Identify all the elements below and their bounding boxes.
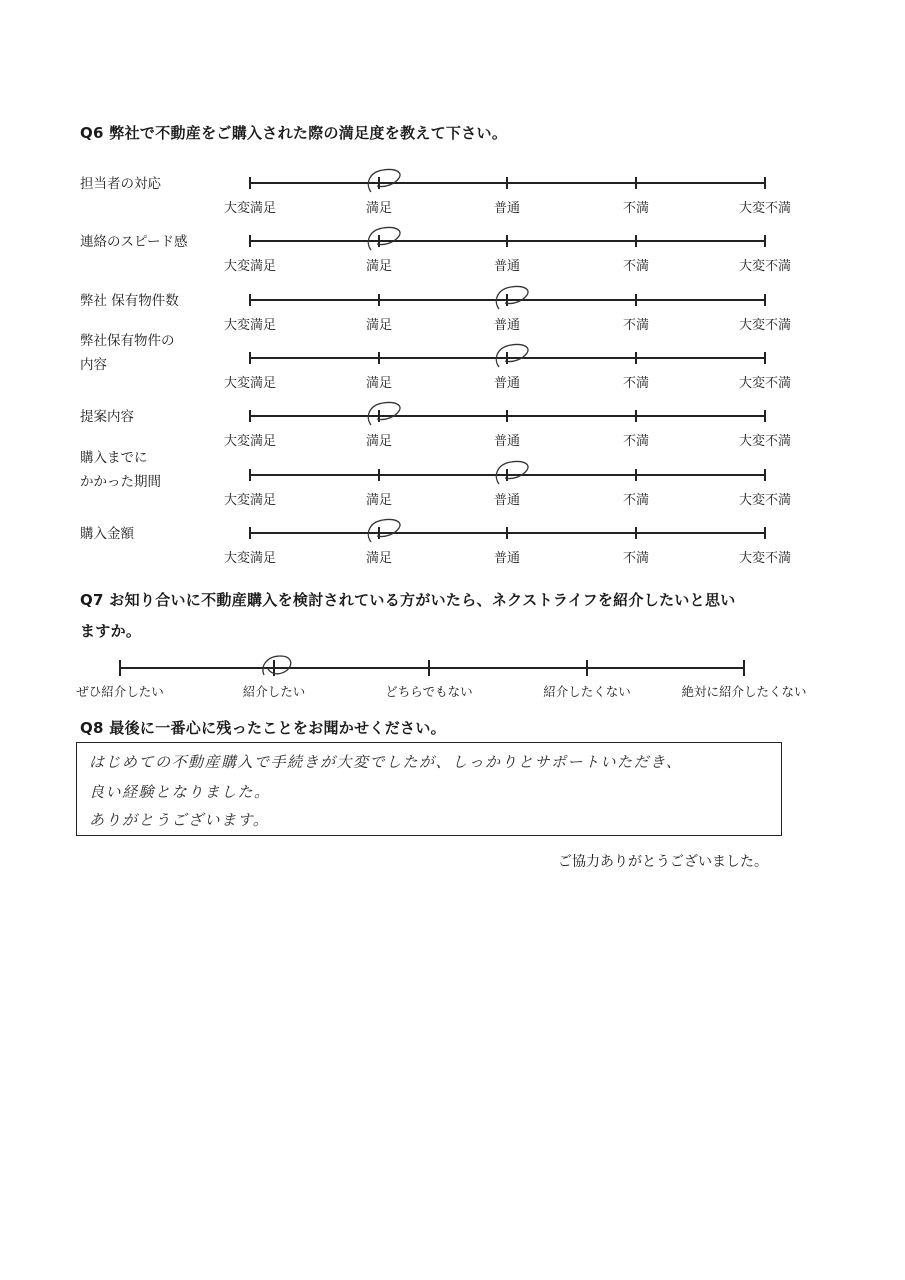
scale-tick[interactable] [249, 527, 251, 539]
selection-circle-mark [491, 458, 535, 492]
scale-option-label: 大変不満 [738, 434, 792, 449]
scale-tick[interactable] [635, 352, 637, 364]
scale-option-label: 紹介したい [242, 684, 306, 699]
scale-option-label: 不満 [622, 376, 650, 391]
scale-option-label: 大変不満 [738, 376, 792, 391]
q8-answer-line-3: ありがとうございます。 [89, 811, 270, 829]
scale-tick[interactable] [506, 410, 508, 422]
q6-row-label-line: 購入までに [80, 450, 148, 466]
scale-option-label: 不満 [622, 318, 650, 333]
scale-option-label: 普通 [493, 493, 521, 508]
selection-circle-mark [363, 516, 407, 550]
scale-option-label: 大変不満 [738, 551, 792, 566]
scale-tick[interactable] [378, 294, 380, 306]
scale-option-label: 大変不満 [738, 318, 792, 333]
q6-row-label-line: かかった期間 [80, 474, 161, 490]
q6-row-label [80, 230, 187, 254]
scale-tick[interactable] [635, 410, 637, 422]
scale-option-label: 紹介したくない [543, 684, 631, 699]
scale-option-label: 大変満足 [223, 318, 277, 333]
scale-tick[interactable] [764, 469, 766, 481]
scale-tick[interactable] [764, 352, 766, 364]
scale-option-label: 大変不満 [738, 259, 792, 274]
scale-tick[interactable] [635, 235, 637, 247]
q6-row-label [80, 446, 161, 494]
scale-option-label: 絶対に紹介したくない [681, 684, 807, 699]
q6-row-label [80, 405, 134, 429]
scale-option-label: 普通 [493, 551, 521, 566]
scale-tick[interactable] [249, 410, 251, 422]
scale-tick[interactable] [249, 469, 251, 481]
scale-tick[interactable] [764, 235, 766, 247]
scale-option-label: 満足 [365, 493, 393, 508]
q6-row-label [80, 289, 179, 313]
scale-option-label: 満足 [365, 551, 393, 566]
scale-tick[interactable] [119, 660, 121, 676]
scale-option-label: 大変満足 [223, 434, 277, 449]
q6-row-label-line: 弊社 保有物件数 [80, 293, 179, 309]
scale-tick[interactable] [249, 177, 251, 189]
scale-option-label: 満足 [365, 201, 393, 216]
scale-option-label: 大変満足 [223, 376, 277, 391]
scale-tick[interactable] [378, 352, 380, 364]
q8-answer-box[interactable] [76, 742, 782, 836]
scale-option-label: 不満 [622, 201, 650, 216]
scale-tick[interactable] [249, 352, 251, 364]
q8-answer-line-1: はじめての不動産購入で手続きが大変でしたが、しっかりとサポートいただき、 [89, 753, 683, 771]
q7-heading-line1: Q7 お知り合いに不動産購入を検討されている方がいたら、ネクストライフを紹介したいと思い [80, 591, 736, 609]
scale-tick[interactable] [635, 294, 637, 306]
scale-option-label: 満足 [365, 434, 393, 449]
q6-row-label-line: 連絡のスピード感 [80, 234, 188, 250]
q6-row-label-line: 購入金額 [80, 526, 134, 542]
scale-option-label: 大変満足 [223, 259, 277, 274]
scale-option-label: 大変満足 [223, 493, 277, 508]
scale-option-label: 満足 [365, 318, 393, 333]
scale-tick[interactable] [764, 527, 766, 539]
scale-line [120, 667, 744, 669]
scale-tick[interactable] [743, 660, 745, 676]
scale-option-label: 普通 [493, 434, 521, 449]
scale-tick[interactable] [506, 527, 508, 539]
q6-row-label [80, 172, 161, 196]
q6-row-label-line: 弊社保有物件の [80, 333, 175, 349]
selection-circle-mark [491, 283, 535, 317]
scale-option-label: 普通 [493, 376, 521, 391]
thanks-message: ご協力ありがとうございました。 [558, 854, 768, 870]
scale-option-label: 普通 [493, 201, 521, 216]
q6-heading: Q6 弊社で不動産をご購入された際の満足度を教えて下さい。 [80, 124, 508, 142]
scale-option-label: 大変満足 [223, 201, 277, 216]
scale-tick[interactable] [428, 660, 430, 676]
q7-heading-line2: ますか。 [80, 622, 142, 640]
selection-circle-mark [363, 399, 407, 433]
scale-tick[interactable] [506, 235, 508, 247]
scale-tick[interactable] [378, 469, 380, 481]
q6-row-label-line: 提案内容 [80, 409, 134, 425]
q6-row-label-line: 担当者の対応 [80, 176, 161, 192]
selection-circle-mark [491, 341, 535, 375]
q6-row-label [80, 522, 134, 546]
q6-row-label-line: 内容 [80, 357, 107, 373]
scale-tick[interactable] [764, 177, 766, 189]
scale-option-label: どちらでもない [385, 684, 473, 699]
selection-circle-mark [363, 224, 407, 258]
q6-row-label [80, 329, 175, 377]
scale-option-label: 不満 [622, 434, 650, 449]
q8-answer-line-2: 良い経験となりました。 [89, 783, 271, 801]
scale-tick[interactable] [506, 177, 508, 189]
scale-tick[interactable] [635, 469, 637, 481]
scale-option-label: 普通 [493, 259, 521, 274]
selection-circle-mark [363, 166, 407, 200]
scale-tick[interactable] [586, 660, 588, 676]
scale-option-label: 満足 [365, 376, 393, 391]
selection-circle-mark [258, 653, 298, 685]
scale-tick[interactable] [249, 235, 251, 247]
scale-option-label: 不満 [622, 493, 650, 508]
scale-option-label: 大変不満 [738, 493, 792, 508]
scale-option-label: 大変満足 [223, 551, 277, 566]
scale-tick[interactable] [764, 294, 766, 306]
scale-option-label: 大変不満 [738, 201, 792, 216]
scale-tick[interactable] [635, 177, 637, 189]
scale-tick[interactable] [764, 410, 766, 422]
scale-tick[interactable] [635, 527, 637, 539]
scale-option-label: 不満 [622, 551, 650, 566]
scale-option-label: 普通 [493, 318, 521, 333]
scale-option-label: ぜひ紹介したい [76, 684, 164, 699]
scale-option-label: 満足 [365, 259, 393, 274]
scale-option-label: 不満 [622, 259, 650, 274]
scale-tick[interactable] [249, 294, 251, 306]
q8-heading: Q8 最後に一番心に残ったことをお聞かせください。 [80, 719, 446, 737]
